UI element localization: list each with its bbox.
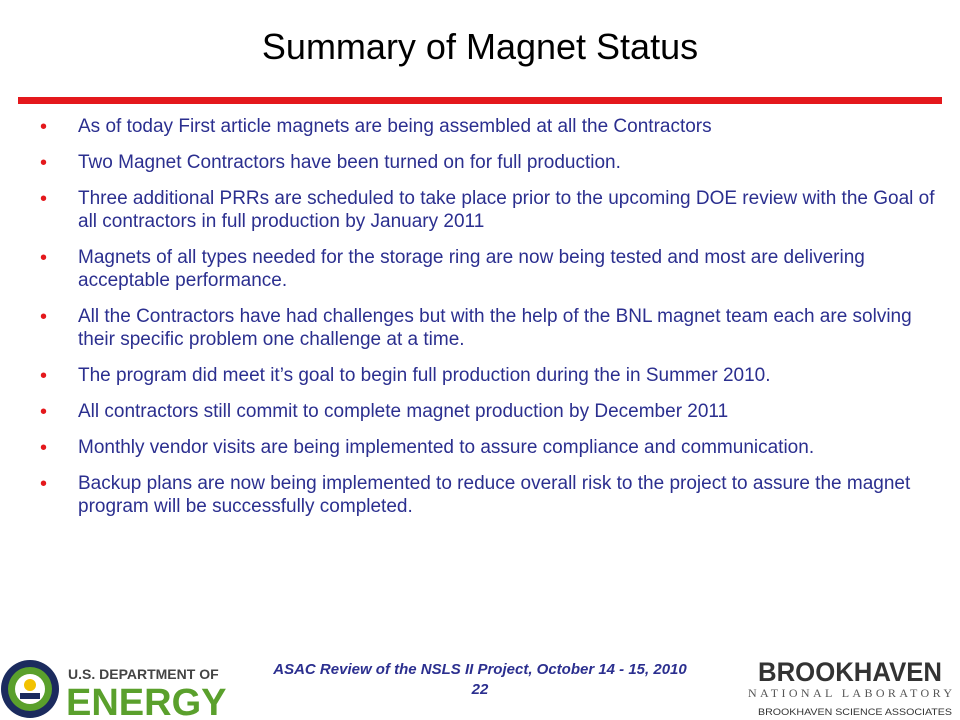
- bullet-dot-icon: •: [40, 473, 48, 495]
- bullet-text: All contractors still commit to complete magnet production by December 2011: [78, 401, 729, 422]
- bullet-item: [40, 472, 940, 518]
- doe-seal-icon: [1, 660, 59, 718]
- bullet-text: Backup plans are now being implemented to reduce overall risk to the project to assure the magnet program will be successfully completed.: [78, 473, 911, 517]
- bullet-dot-icon: •: [40, 437, 48, 459]
- bullet-item: [40, 187, 940, 233]
- bullet-dot-icon: •: [40, 188, 48, 210]
- bullet-item: [40, 246, 940, 292]
- bullet-text: As of today First article magnets are being assembled at all the Contractors: [78, 116, 712, 137]
- bullet-item: [40, 305, 940, 351]
- page-number: 22: [471, 681, 489, 698]
- bullet-item: [40, 436, 940, 459]
- bullet-dot-icon: •: [40, 401, 48, 423]
- slide-title: Summary of Magnet Status: [261, 26, 699, 67]
- bullet-item: [40, 400, 940, 423]
- bnl-logo-line1: BROOKHAVEN: [758, 657, 942, 687]
- bullet-dot-icon: •: [40, 152, 48, 174]
- footer: [230, 660, 730, 700]
- bullet-text: The program did meet it’s goal to begin full production during the in Summer 2010.: [78, 365, 771, 386]
- bullet-text: All the Contractors have had challenges but with the help of the BNL magnet team each are solving their specific problem one challenge at a time.: [78, 306, 912, 350]
- bullet-text: Two Magnet Contractors have been turned on for full production.: [78, 152, 621, 173]
- bullet-list: [40, 115, 940, 531]
- bullet-text: Magnets of all types needed for the storage ring are now being tested and most are delivering acceptable performance.: [78, 247, 865, 291]
- bnl-logo-line2: NATIONAL LABORATORY: [748, 686, 952, 700]
- doe-logo: [0, 655, 260, 720]
- bullet-text: Monthly vendor visits are being implemented to assure compliance and communication.: [78, 437, 815, 458]
- bullet-dot-icon: •: [40, 365, 48, 387]
- bullet-item: [40, 115, 940, 138]
- bullet-dot-icon: •: [40, 247, 48, 269]
- bullet-item: [40, 364, 940, 387]
- bullet-item: [40, 151, 940, 174]
- bullet-dot-icon: •: [40, 306, 48, 328]
- title-underline: [18, 97, 942, 104]
- footer-event: ASAC Review of the NSLS II Project, October 14 - 15, 2010: [273, 661, 687, 678]
- bullet-dot-icon: •: [40, 116, 48, 138]
- bnl-logo-line3: BROOKHAVEN SCIENCE ASSOCIATES: [758, 707, 952, 717]
- bnl-logo: [740, 655, 960, 720]
- doe-logo-line1: U.S. DEPARTMENT OF: [68, 666, 219, 682]
- doe-logo-line2: ENERGY: [66, 682, 227, 720]
- bullet-text: Three additional PRRs are scheduled to take place prior to the upcoming DOE review with the Goal of all contractors in full production by January 2011: [78, 188, 935, 232]
